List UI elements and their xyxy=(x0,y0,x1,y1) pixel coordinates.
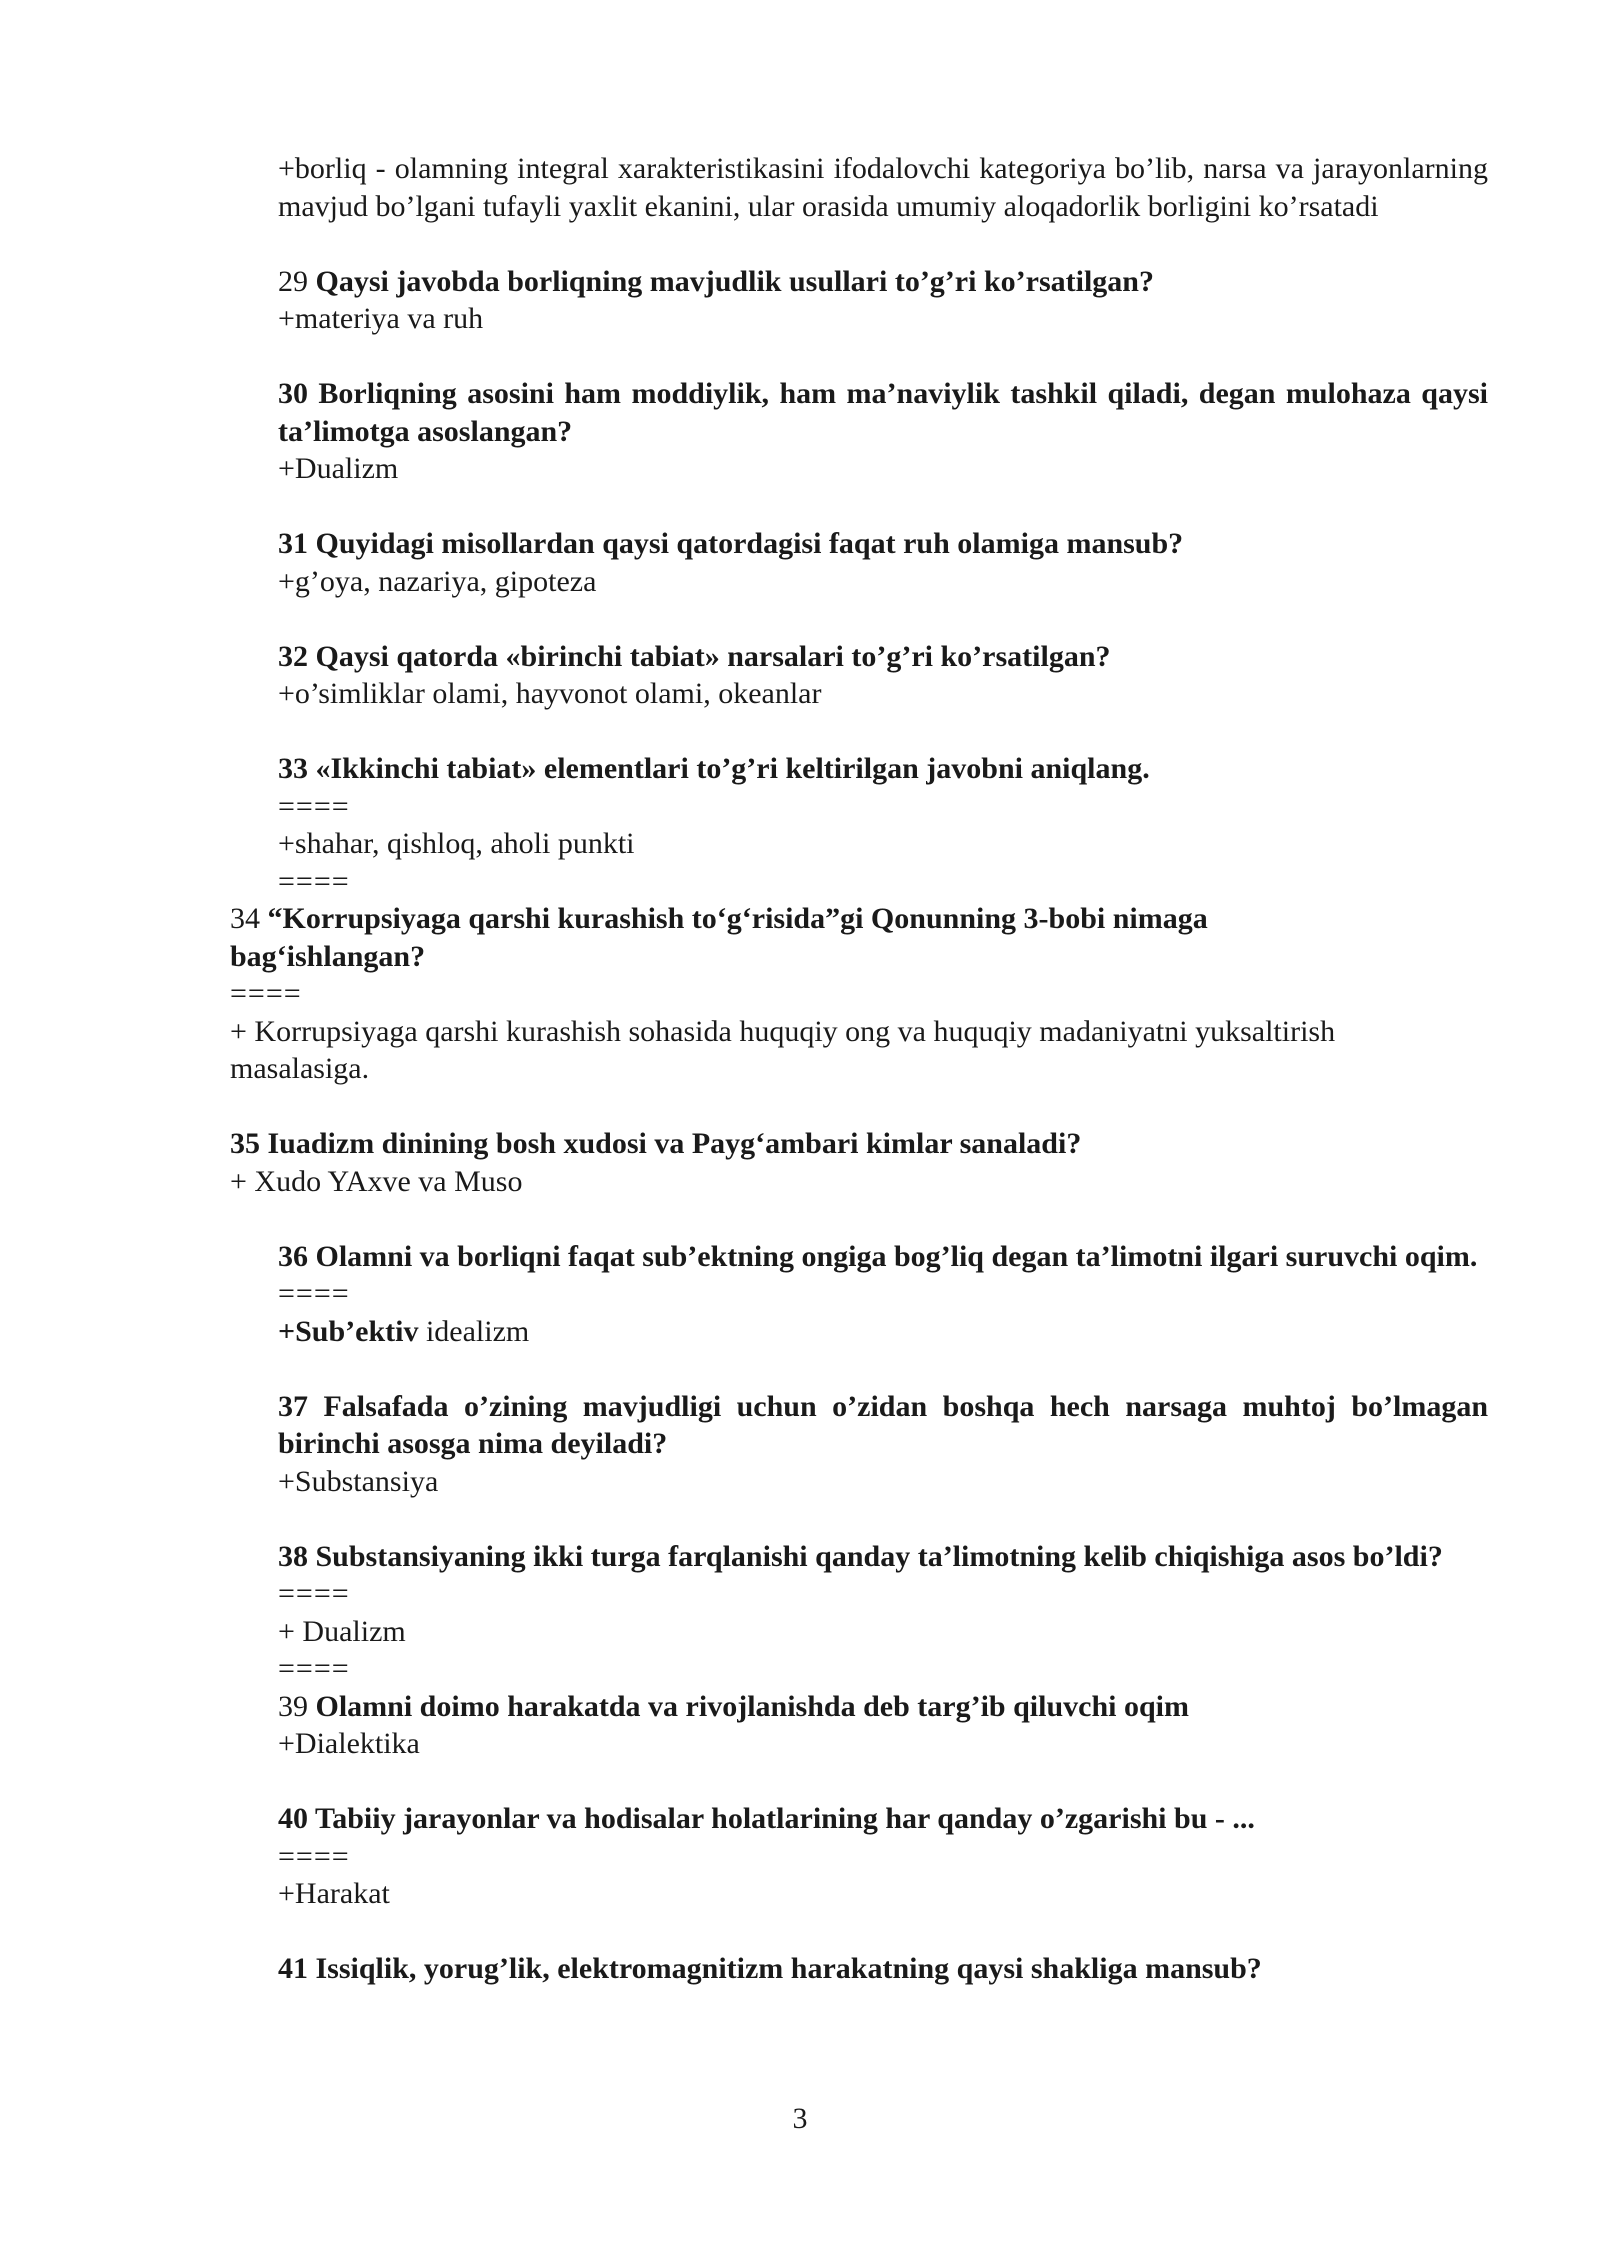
content-upper xyxy=(230,150,1488,1988)
question-39-number: 39 xyxy=(278,1689,316,1723)
question-29-text xyxy=(278,263,1488,301)
separator: ==== xyxy=(278,789,350,823)
separator: ==== xyxy=(278,1277,350,1310)
question-40-text: 40 Tabiiy jarayonlar va hodisalar holatlarining har qanday o’zgarishi bu - ... xyxy=(278,1802,1255,1835)
answer-39: +Dialektika xyxy=(278,1727,420,1760)
question-29-body: Qaysi javobda borliqning mavjudlik usullari to’g’ri ko’rsatilgan? xyxy=(315,264,1154,298)
question-34 xyxy=(230,900,1410,1088)
question-40 xyxy=(278,1800,1488,1913)
intro-block xyxy=(278,150,1488,225)
answer-36-rest: idealizm xyxy=(418,1314,530,1348)
intro-answer: +borliq - olamning integral xarakteristikasini ifodalovchi kategoriya bo’lib, narsa va jarayonlarning mavjud bo’lgani tufayli yaxlit ekanini, ular orasida umumiy aloqadorlik borligini ko’rsatadi xyxy=(278,152,1488,223)
question-34-number: 34 xyxy=(230,902,268,935)
question-39-text xyxy=(278,1688,1488,1726)
question-33 xyxy=(278,750,1488,900)
question-31-text: 31 Quyidagi misollardan qaysi qatordagisi faqat ruh olamiga mansub? xyxy=(278,527,1184,560)
answer-34: + Korrupsiyaga qarshi kurashish sohasida huquqiy ong va huquqiy madaniyatni yuksaltirish masalasiga. xyxy=(230,1014,1336,1085)
question-34-body: “Korrupsiyaga qarshi kurashish to‘g‘risida”gi Qonunning 3-bobi nimaga bag‘ishlangan? xyxy=(230,902,1208,973)
question-41 xyxy=(278,1950,1488,1988)
answer-36-bold: +Sub’ektiv xyxy=(278,1314,419,1348)
question-34-text xyxy=(230,900,1410,975)
page-number: 3 xyxy=(792,2102,808,2135)
answer-35: + Xudo YAxve va Muso xyxy=(230,1164,523,1198)
question-29-number: 29 xyxy=(278,264,316,298)
answer-32: +o’simliklar olami, hayvonot olami, okeanlar xyxy=(278,677,822,710)
answer-38: + Dualizm xyxy=(278,1614,406,1648)
question-32 xyxy=(278,638,1488,713)
question-35-text: 35 Iuadizm dinining bosh xudosi va Payg‘ambari kimlar sanaladi? xyxy=(230,1127,1082,1160)
question-33-text: 33 «Ikkinchi tabiat» elementlari to’g’ri keltirilgan javobni aniqlang. xyxy=(278,752,1150,785)
question-29 xyxy=(278,263,1488,338)
separator: ==== xyxy=(230,977,302,1010)
answer-31: +g’oya, nazariya, gipoteza xyxy=(278,564,597,598)
separator: ==== xyxy=(278,1652,350,1685)
answer-29: +materiya va ruh xyxy=(278,302,484,335)
question-39-body: Olamni doimo harakatda va rivojlanishda deb targ’ib qiluvchi oqim xyxy=(315,1689,1189,1723)
question-37-text: 37 Falsafada o’zining mavjudligi uchun o’zidan boshqa hech narsaga muhtoj bo’lmagan birinchi asosga nima deyiladi? xyxy=(278,1389,1488,1460)
separator: ==== xyxy=(278,864,350,898)
answer-37: +Substansiya xyxy=(278,1464,439,1498)
question-36-text: 36 Olamni va borliqni faqat sub’ektning ongiga bog’liq degan ta’limotni ilgari suruvchi oqim. xyxy=(278,1239,1478,1273)
separator: ==== xyxy=(278,1839,350,1873)
question-38 xyxy=(278,1538,1488,1688)
question-36 xyxy=(278,1238,1488,1351)
question-38-text: 38 Substansiyaning ikki turga farqlanishi qanday ta’limotning kelib chiqishiga asos bo’ldi? xyxy=(278,1539,1443,1573)
answer-36 xyxy=(278,1313,1488,1351)
question-35 xyxy=(230,1125,1488,1200)
answer-40: +Harakat xyxy=(278,1877,390,1910)
question-32-text: 32 Qaysi qatorda «birinchi tabiat» narsalari to’g’ri ko’rsatilgan? xyxy=(278,639,1111,673)
answer-30: +Dualizm xyxy=(278,452,399,485)
separator: ==== xyxy=(278,1577,350,1610)
question-31 xyxy=(278,525,1488,600)
question-30-text: 30 Borliqning asosini ham moddiylik, ham ma’naviylik tashkil qiladi, degan mulohaza qaysi ta’limotga asoslangan? xyxy=(278,377,1488,448)
answer-33: +shahar, qishloq, aholi punkti xyxy=(278,827,635,860)
question-39 xyxy=(278,1688,1488,1763)
question-37 xyxy=(278,1388,1488,1501)
question-30 xyxy=(278,375,1488,488)
question-41-text: 41 Issiqlik, yorug’lik, elektromagnitizm harakatning qaysi shakliga mansub? xyxy=(278,1952,1262,1985)
